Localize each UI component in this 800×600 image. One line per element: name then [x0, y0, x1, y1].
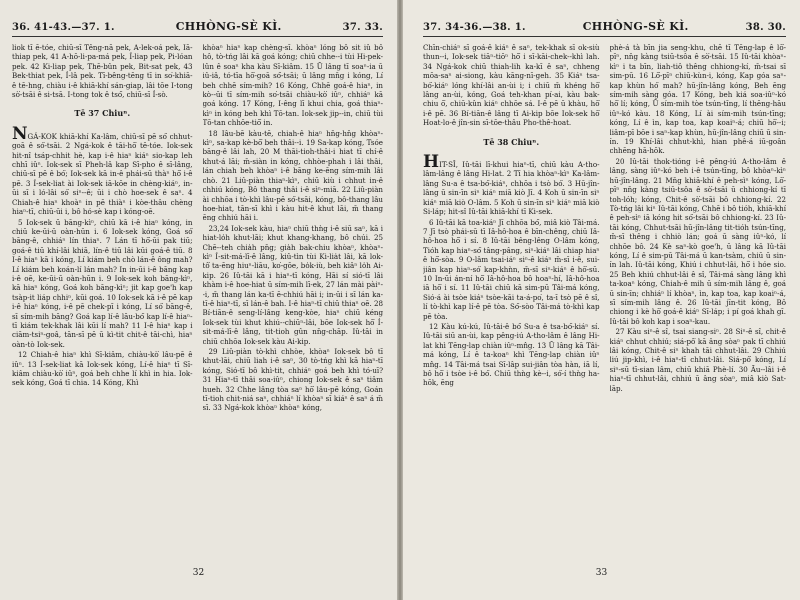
paragraph: 12 Kàu kú-kú, Iû-tāi-ê bó͘ Su-a ê tsa-bó͘-kiáⁿ sí. Iû-tāi siū an-ùi, kap pêng-iú A-tho-lâm ê lâng Hi-lat khì Tēng-lap chiàn iûⁿ-mn̂g. 13 Ū lâng kā Tâi-má kóng, Lí ê ta-koaⁿ khì Tēng-lap chiàn iûⁿ mn̂g. 14 Tâi-má tsai Sī-lâp sui-jiân tòa hàn, iā lí, bô hō͘ i tsòe i-ê bó͘. Chiū thǹg kè--i, só͘-í thǹg ha-hōk, ēng [423, 321, 600, 388]
paragraph [12, 123, 193, 217]
text-column-left [423, 43, 600, 555]
paragraph: 18 Iâu-bē kàu-tē, chiah-ê hiaⁿ hn̄g-hn̄g khòaⁿ-kìⁿ, sa-kap kè-bō͘ beh thâi--i. 19 Sa-kap kóng, Tsóe bāng-ê lâi lah, 20 M thāi-tioh-thâi-i hiat tī chí-ê khut-á lāi; m̄-siàn in kóng, chhòe-phah i lâi thâi, lán chiah beh khòaⁿ i-ê bāng ke-ēng sím-mih lâi chò. 21 Liû-piàn thiaⁿ-kìⁿ, chiū kiù i chhut in-ê chhiú kóng, Bô thang thâi i-ê sìⁿ-miā. 22 Liû-piàn ài chhōa i tò-khì lâu-pē só͘-tsāi, kóng, bô-thang lâu hoe-hiat, tān-sī khì i kàu hit-ê khut lāi, m̄ thang ēng chhiú hāi i. [202, 128, 383, 223]
text-column-right [610, 43, 787, 555]
paragraph [423, 152, 600, 217]
paragraph: Chīn-chiáⁿ sī goá-ê kiáⁿ ê saⁿ, tek-khak sī ok-siù thun--i, Iok-sek tiāⁿ-tiōⁿ hō͘ i sī-kāi-chek--khì lah. 34 Ngá-kok chiū thiah-lih ka-kī ê saⁿ, chheng mōa-saⁿ ai-siong, kàu kāng-nī-geh. 35 Kiáⁿ tsa-bó͘-kiáⁿ lóng khí-lâi an-ùi i; i chiū m̄ khéng hō͘ lâng an-ùi, kóng, Goá teh-khan pí-ai, kàu bak-chiu ō͘, chiū-kûn kiáⁿ chhōe sá. I-ê pē ū khàu, hō͘ i-ê pē. 36 Bí-tiān-ê lâng tī Ai-kip bōe Iok-sek hō͘ Hoat-lo-ê jîn-sin sī-tōe-thâu Pho-thê-hoat. [423, 43, 600, 128]
paragraph: khòaⁿ hiaⁿ kap chèng-sī. khòaⁿ lóng bô sit iû bô hô, tò-tńg lâi kā goá kóng; chiū chhe--i tùi Hi-pek-lûn ê soaⁿ kha kàu Sī-kiâm. 15 Ū lâng tī soaⁿ-ia ū iû-iâ, tó-tīa hō͘-goā só͘-tsāi; ū lâng mn̄g i kóng, Lí beh chhē sím-mih? 16 Kóng, Chhē goá-ê hiaⁿ, in kò--ūi tī sím-mih so͘-tsāi chiàu-kò͘ iûⁿ, chhiáⁿ kā goá kóng. 17 Kóng, I-êng lī khui chia, goá thiaⁿ-kìⁿ in kóng beh khì Tō-tan. Iok-sek jip--in, chiū tùi Tō-tan chhōe-tiō͘ in. [202, 43, 383, 128]
header-book-title: CHHÒNG-SÈ KÌ. [175, 20, 282, 33]
paragraph: 12 Chiah-ê hiaⁿ khì Sī-kiâm, chiàu-kò͘ lâu-pē ê iûⁿ. 13 Í-sek-liat kā Iok-sek kóng, Lí-ê hiaⁿ tī Sī-kiâm chiàu-kò͘ iûⁿ, goá beh chhe lí khì in hia. Iok-sek kóng, Goá tī chia. 14 Kóng, Khì [12, 350, 193, 388]
header-verse-range: 37. 34-36.—38. 1. [423, 22, 526, 33]
paragraph: 23,24 Iok-sek kàu, hiaⁿ chiū thǹg i-ê siū saⁿ, kā i hiat-lo̍h khut-lāi; khut khang-khang, bô chúi. 25 Chē--teh chia̍h pn̄g; gia̍h bak-chiu khòaⁿ, khòaⁿ-kìⁿ Í-sit-má-lī-ê lâng, kiû-tìn tùi Ki-lia̍t lâi, kā lok-tô͘ ta-ēng hiuⁿ-liāu, ko͘-gōe, bo̍k-iù, beh kiâⁿ lo̍h Ai-kip. 26 Iû-tāi kā i hiaⁿ-tī kóng, Hāi sí sió-tī lâi khàm i-ê hoe-hiat ū sím-mih lī-ek, 27 lán mài pàiⁿ--i, m̄ thang lán ka-tī ē-chhiú hāi i; in-ūi i sī lán ka-tī-ê hiaⁿ-tī, sī lán-ê bah. I-ê hiaⁿ-tī chiū thiaⁿ oē. 28 Bí-tiān-ê seng-lí-lâng keng-kòe, hiaⁿ chiū kéng Iok-sek tùi khut khiú--chiūⁿ-lâi, bōe Iok-sek hō͘ Í-sit-má-lī-ê lâng, tit-tioh gûn nn̄g-chāp. Iû-tāi in chiū chhōa Iok-sek kàu Ai-kip. [202, 223, 383, 346]
header-book-title: CHHÒNG-SÈ KÌ. [582, 20, 689, 33]
paragraph-text: GÁ-KOK khiā-khí Ka-lâm, chiū-sī pē só͘ chhut-goā ê só͘-tsāi. 2 Ngá-kok ê tāi-hō͘ tē-tóe. Iok-sek hit-nî tsáp-chhit hè, kap i-ê hiaⁿ kiáⁿ sio-kap leh chhī iûⁿ. Iok-sek sī Pheh-lâ kap Sī-pho ê sī-lâng, chiū-sī pē ê bó͘; Iok-sek kā in-ê phái-sū thàⁿ hō͘ i-ê pē. 3 Í-sek-liat ài Iok-sek iā-kōe in chèng-kiáⁿ, in-ūi sī i ló-lâi só͘ siⁿ--ê; ūi i chò hoe-sek ê saⁿ. 4 Chiah-ê hiaⁿ khoàⁿ in pē thiàⁿ i kòe-thâu chèng hiaⁿ-tī, chiū-ūi i, bô hó-sè kap i kóng-oē. [12, 131, 193, 217]
page-header [423, 20, 786, 37]
header-chapter-ref: 37. 33. [342, 22, 383, 33]
drop-cap: H [423, 152, 440, 173]
left-page [0, 0, 397, 600]
text-columns [12, 43, 383, 555]
paragraph: 29 Liû-piàn tò-khì chhòe, khòaⁿ Iok-sek bô tī khut-lāi, chiū liah i-ê saⁿ, 30 tò-tńg khì kā hiaⁿ-tī kóng, Sió-tī bô khì-tit, chhiáⁿ goá beh khì tó-uī? 31 Hiaⁿ-tī thâi soa-iûⁿ, chiong Iok-sek ê saⁿ tiâm hueh. 32 Chhe lâng tòa saⁿ hō͘ lâu-pē kóng, Goán tī-tioh chit-niá saⁿ, chhiáⁿ lí khòaⁿ sī kiáⁿ ê saⁿ á m̄ sī. 33 Ngá-kok khòaⁿ khòaⁿ kóng, [202, 347, 383, 413]
page-header [12, 20, 383, 37]
page-number: 32 [192, 568, 205, 578]
text-column-right [203, 43, 384, 555]
chapter-heading: Tē 38 Chiuⁿ. [483, 136, 540, 147]
drop-cap: N [12, 123, 28, 144]
paragraph-text: IT-SÎ, Iû-tāi lī-khui hiaⁿ-tī, chiū kàu A-tho-lâm-lâng ê lâng Hi-lat. 2 Tī hia khòaⁿ-kìⁿ Ka-lâm-lâng Su-a ê tsa-bó͘-kiáⁿ, chhōa i tsò bó͘. 3 Hū-jîn-lâng ū sin-īn siⁿ kiáⁿ miā kiò Jī. 4 Koh ū sin-īn siⁿ kiáⁿ miā kiò O-lâm. 5 Koh ū sin-īn siⁿ kiáⁿ miā kiò Si-láp; hit-sî Iû-tāi khiā-khí tī Ki-sek. [423, 160, 600, 217]
header-chapter-ref: 38. 30. [745, 22, 786, 33]
page-number: 33 [595, 568, 608, 578]
paragraph: 27 Kàu siⁿ-ê sî, tsai siang-siⁿ. 28 Siⁿ-ê sî, chit-ê kiáⁿ chhut chhiú; siá-pô͘ kā âng sòaⁿ pak tī chhiú lâi kóng, Chit-ê siⁿ khah tāi chhut-lâi. 29 Chhiú liú jip-khì, i-ê hiaⁿ-tī chhut-lâi. Siá-pô͘ kóng, Lí siⁿ-sū tī-sian lâm, chiū khiā Phè-lí. 30 Āu--lâi i-ê hiaⁿ-tī chhut-lâi, chhiú ū âng sòaⁿ, miâ kiò Sat-lāp. [609, 327, 786, 393]
text-columns [423, 43, 786, 555]
paragraph: 20 Iû-tāi thok-tióng i-ê pêng-iú A-tho-lâm ê lâng, sàng iûⁿ-kó beh i-ê tsún-tīng, bô khòaⁿ-kìⁿ hū-jîn-lâng. 21 Mn̄g khiā-khí ê peh-sìⁿ kóng, Lō͘-pīⁿ nn̄g kàng tsiū-tsôa ê sò͘-tsāi ū chhiong-kí tī toh-lóh; kóng, Chit-ê sò͘-tsāi bô chhiong-kí. 22 Tò-tńg lâi kiⁿ Iû-tāi kóng, Chhē i bô tióh, khiā-khí ê peh-sìⁿ iā kóng hit só͘-tsāi bô chhiong-kí. 23 Iû-tāi kóng, Chhut-tsāi hū-jîn-lâng tit-tióh tsún-tīng, m̄-sī thêng i chhiò lán; goá ū sàng iûⁿ-kó, lí chhōe bô. 24 Kè saⁿ-kò goe'h, ū lâng kā Iû-tāi kóng, Lí ê sim-pū Tâi-má ū kan-tsàm, chiū ū sin-īn lah. Iû-tāi kóng, Khiú i chhut-lâi, hō͘ i hóe sio. 25 Beh khiú chhut-lâi ê sî, Tâi-má sàng lâng khì ta-koaⁿ kóng, Chiah-ê mih ū sím-mih lâng ê, goá ū sin-īn; chhiáⁿ lí khòaⁿ, ìn, kap toa, kap koaiⁿ-á, sī sím-mih lâng ê. 26 Iû-tāi jīn-tit kóng, Bô chiong i kè hō͘ goá-ê kiáⁿ Sī-láp; i pí goá khah gī. Iû-tāi bô koh kap i soaⁿ-kau. [609, 156, 786, 326]
paragraph: liok tī ē-tóe, chiū-sī Têng-nā pek, A-lek-oá pek, Iā-thiap pek, 41 A-hō-li-pa-má pek, Í-liap pek, Pi-lóan pek. 42 Ki-liap pek, Thē-bûn pek, Bit-sat pek, 43 Bek-thiat pek, Í-lâ pek. Tī-bêng-tēng tī in so͘-khiā-ê tē-hng, chiàu i-ê khiā-khí sán-giap, lâi tōe I-tong sò͘-tsāi ê si-tsā. I-tong tok ê tsó͘, chiū-sī Í-sò. [12, 43, 193, 100]
text-column-left [12, 43, 193, 555]
header-verse-range: 36. 41-43.—37. 1. [12, 22, 115, 33]
paragraph: phè-á tà bīn jia seng-khu, chē tī Tēng-lap ê lō͘-pīⁿ, nn̄g kàng tsiū-tsôa ê sò͘-tsāi. 15 Iû-tāi khòaⁿ-kìⁿ i ta bīn, liah-tiô thêng chhiong-kí, m̄-tsai sī sim-pū. 16 Lō͘-pīⁿ chiū-kùn-i, kóng, Kap góa saⁿ-kap khùn hó͘ mah? hū-jîn-lâng kóng, Beh ēng sím-mih sàng góa. 17 Kóng, beh kiá soa-iûⁿ-kó hō͘ lí; kóng, Ū sím-mih tòe tsún-tīng, lí thēng-hāu iûⁿ-kó kàu. 18 Kóng, Lí ài sím-mih tsún-tīng; kóng, Lí ê ìn, kap toa, kap koaiⁿ-á; chiū hō͘--i; liâm-pī bōe i saⁿ-kap khùn, hū-jîn-lâng chiū ū sin-īn. 19 Khí-lâi chhut-khì, hian phê-á iū-goân chhēng hā-hōk. [609, 43, 786, 156]
right-page [403, 0, 800, 600]
chapter-heading: Tē 37 Chiuⁿ. [74, 108, 131, 119]
paragraph: 6 Iû-tāi kā toa-kiáⁿ Jī chhōa bó͘, miâ kiò Tâi-má. 7 Jī tsò phái-sū tī Iâ-hô-hoa ê bīn-chêng, chiū Iâ-hô-hoa hō͘ i sí. 8 Iû-tāi bêng-lêng O-lâm kóng, Tióh kap hiaⁿ-só͘ tâng-pâng, siⁿ-kiáⁿ lâi chiap hiaⁿ ê hō͘-sòa. 9 O-lâm tsai-iáⁿ siⁿ-ê kiáⁿ m̄-sī i-ê, sui-jiân kap hiaⁿ-só͘ kap-khǹn, m̄-sī siⁿ-kiáⁿ ê hō͘-sū. 10 In-ūi án-ní hō͘ Iâ-hô-hoa bô hoaⁿ-hí, Iâ-hô-hoa iā hō͘ i sí. 11 Iû-tāi chiū kā sim-pū Tâi-má kóng, Sió-á ài tsòe kiáⁿ tsòe-kāi ta-á-po͘, ta-ī tsò pē ê sî, lí tò-khì kap lí-ê pē tòa. Só͘-sòo Tâi-má tò-khì kap pē tòa. [423, 217, 600, 321]
paragraph: 5 Iok-sek ū bāng-kìⁿ, chiū kā i-ê hiaⁿ kóng, in chiū ke-ūi-ū oàn-hūn i. 6 Iok-sek kóng, Goá só͘ bāng-ê, chhiáⁿ lín thiaⁿ. 7 Lán tī hō͘-ūi pak tiū; goá-ê tiū khí-lâi khiā, lín-ê tiū lâi kūi goá-ê tiū. 8 I-ê hiaⁿ kā i kóng, Lí kiám beh chò lán-ê ông mah? Lí kiám beh koán-lí lán mah? In in-ūi i-ê bāng kap i-ê oē, ke-ūi-ū oàn-hūn i. 9 Iok-sek koh bāng-kìⁿ, kā hiaⁿ kóng, Goá koh bāng-kìⁿ; jit kap goe'h kap tsàp-it liáp chhiⁿ, kūi goá. 10 Iok-sek kā i-ê pē kap i-ê hiaⁿ kóng, i-ê pē chek-pī i kóng, Lí só͘ bāng-ê, sī sím-mih bāng? Goá kap lí-ê lāu-bó͘ kap lí-ê hiaⁿ-tī kiám tek-khak lâi kūi lí mah? 11 I-ê hiaⁿ kap i ciām-tsiⁿ-goâ, tān-sī pē ū kì-tit chit-ê tāi-chì, hiaⁿ oàn-tò Iok-sek. [12, 217, 193, 349]
